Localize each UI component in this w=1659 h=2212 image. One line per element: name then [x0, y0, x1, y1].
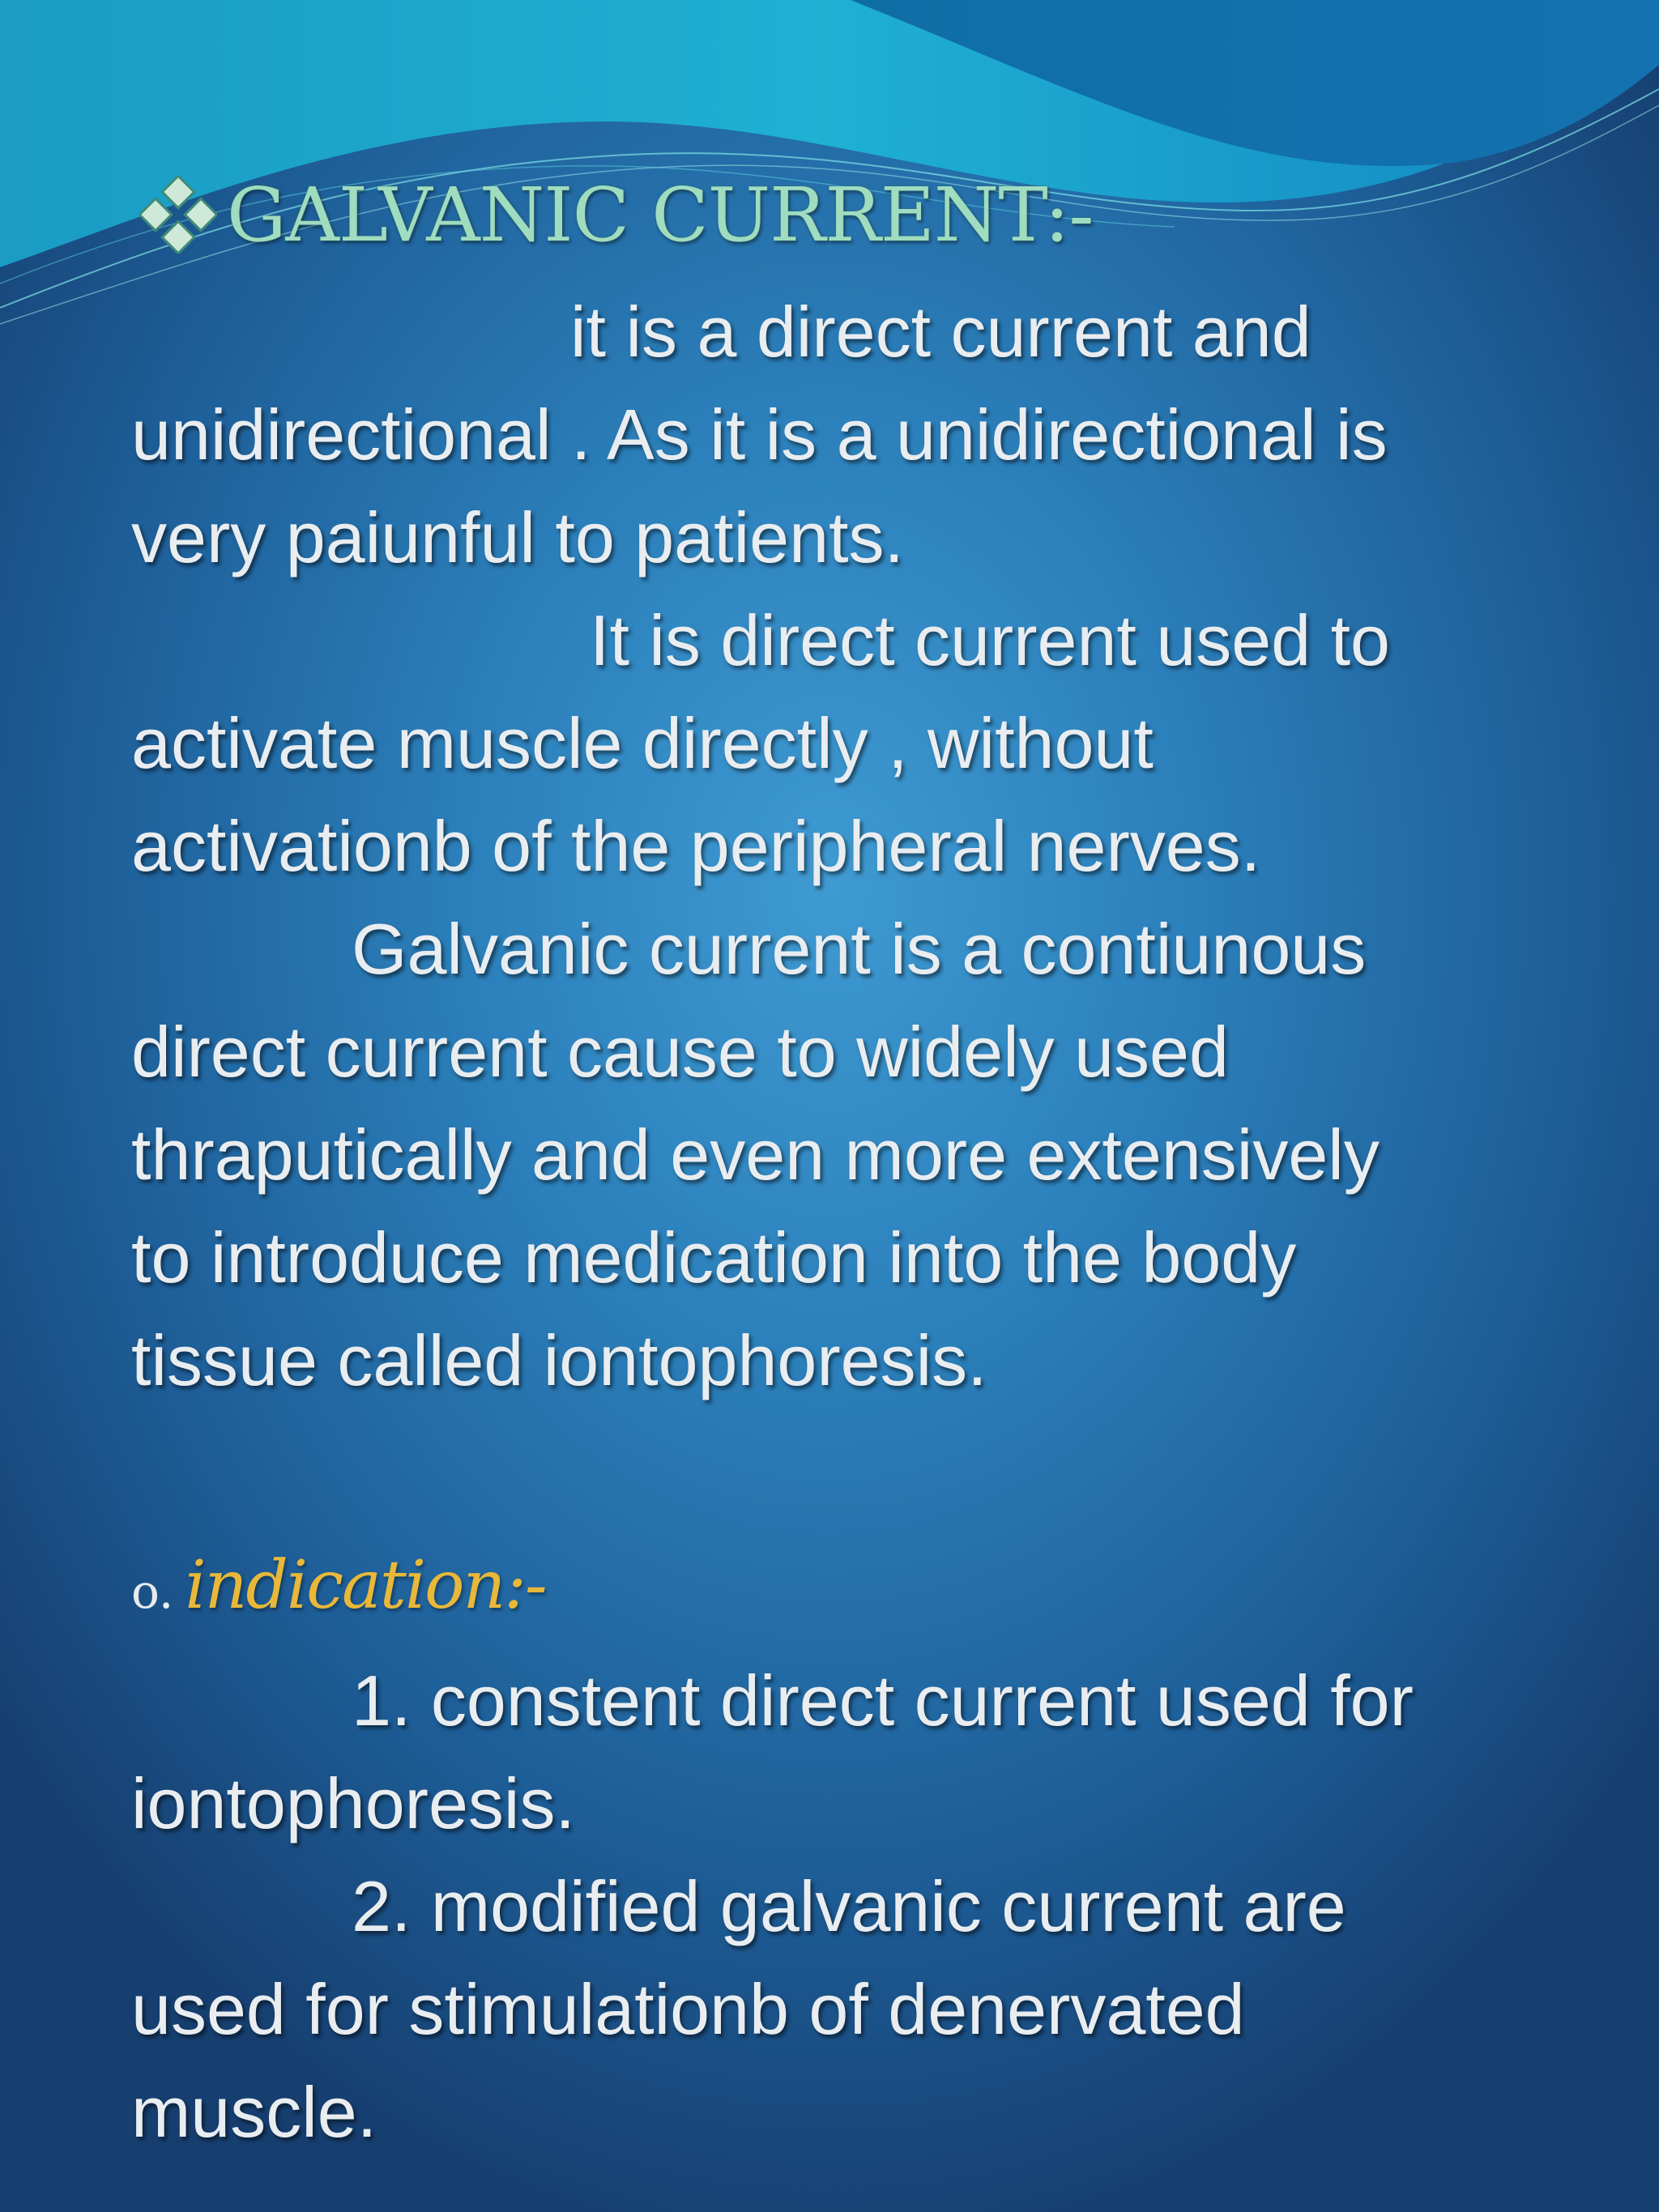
indication-item-1: [131, 1649, 1557, 1855]
paragraph-iontophoresis: [131, 897, 1557, 1412]
paragraph-line: very paiunful to patients.: [131, 497, 904, 578]
slide-title: [139, 170, 1094, 259]
paragraph-line: it is a direct current and: [570, 292, 1311, 372]
indication-heading-text: indication:-: [185, 1547, 546, 1624]
diamond-bullet-icon: [139, 176, 217, 254]
paragraph-line: Galvanic current is a contiunous: [352, 909, 1367, 989]
paragraph-line: activate muscle directly , without: [131, 703, 1154, 783]
indication-item-2: [131, 1855, 1557, 2163]
paragraph-line: to introduce medication into the body: [131, 1217, 1297, 1298]
paragraph-line: direct current cause to widely used: [131, 1012, 1229, 1092]
indication-item-line: iontophoresis.: [131, 1763, 575, 1843]
paragraph-definition: [131, 280, 1557, 589]
paragraph-line: tissue called iontophoresis.: [131, 1320, 987, 1400]
paragraph-line: unidirectional . As it is a unidirectional is: [131, 394, 1388, 475]
title-text: GALVANIC CURRENT:-: [227, 171, 1094, 258]
indication-item-line: used for stimulationb of denervated: [131, 1969, 1245, 2049]
paragraph-activation: [131, 589, 1557, 897]
paragraph-line: activationb of the peripheral nerves.: [131, 806, 1261, 886]
paragraph-line: It is direct current used to: [590, 600, 1390, 680]
indication-item-line: muscle.: [131, 2072, 377, 2152]
indication-marker: o.: [131, 1564, 174, 1619]
indication-item-line: 2. modified galvanic current are: [352, 1866, 1346, 1946]
paragraph-line: thraputically and even more extensively: [131, 1115, 1380, 1195]
indication-item-line: 1. constent direct current used for: [352, 1660, 1414, 1741]
indication-heading: [131, 1547, 546, 1636]
